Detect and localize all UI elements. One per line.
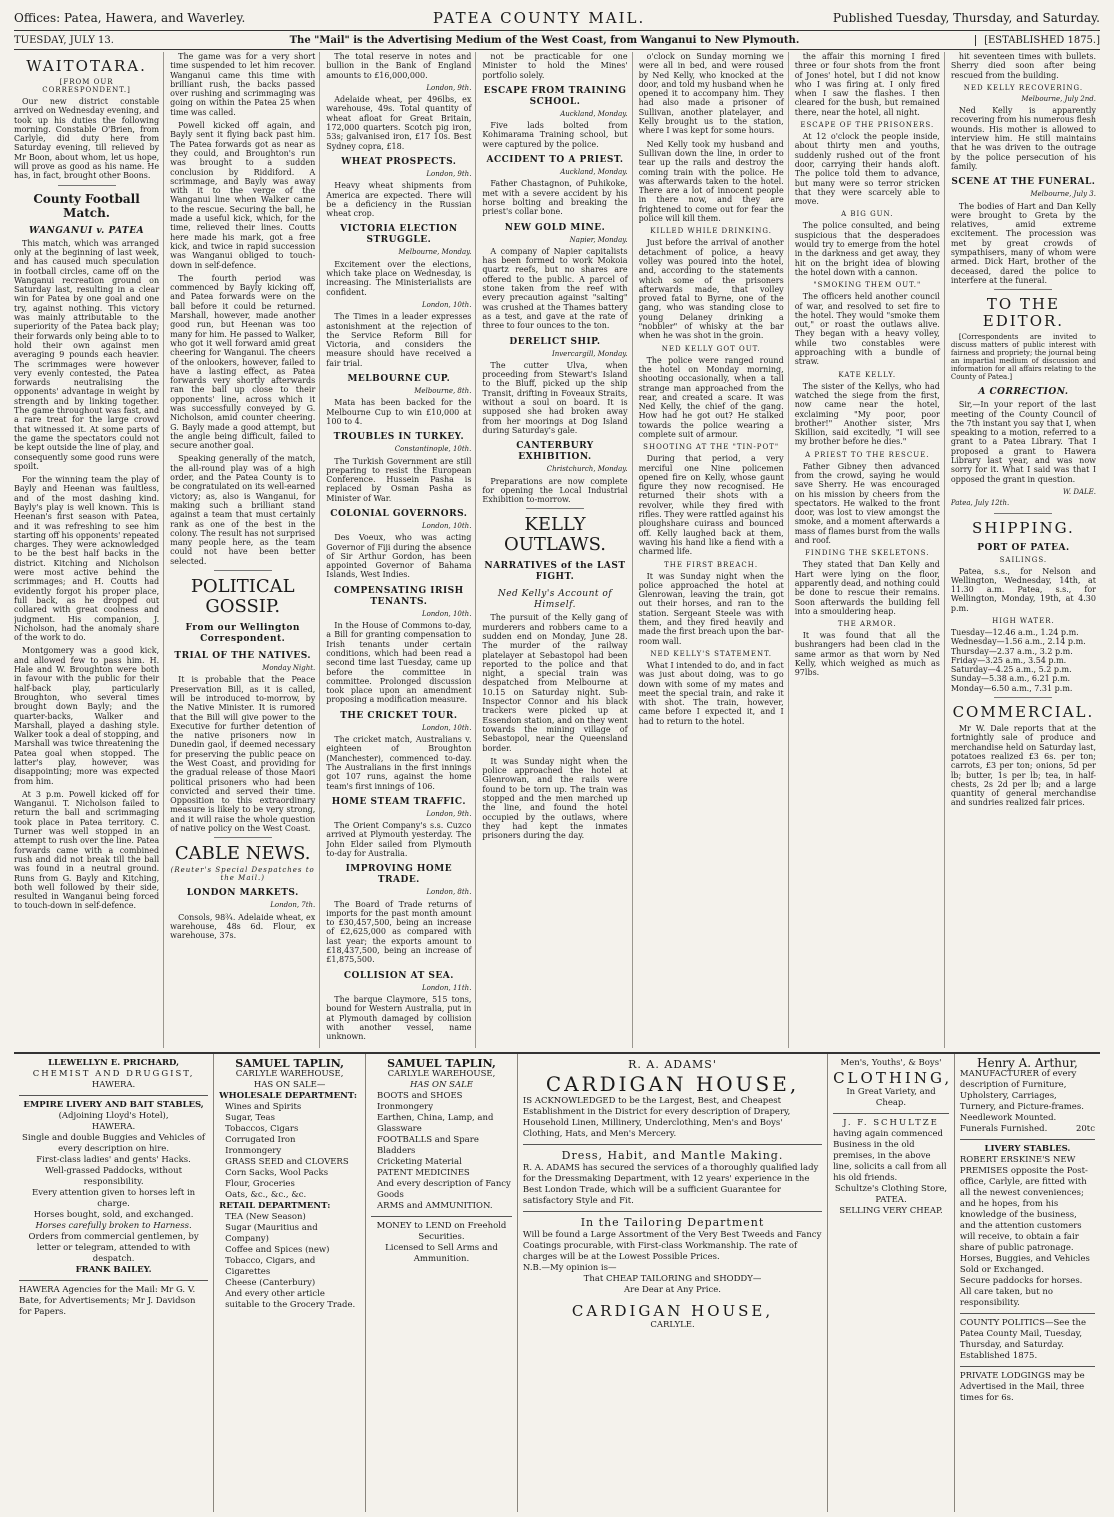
divider — [58, 185, 116, 186]
list-item: Corrugated Iron — [225, 1135, 296, 1145]
article-paragraph: the affair this morning I fired three or four shots from the front of Jones' hotel, but I did not know who I was firing at. I only fired when I saw the flashes. I then cleared for the bush, but remained there, near the hotel, all night. — [794, 52, 940, 117]
list-item: Coffee and Spices (new) — [225, 1245, 330, 1255]
editor-note: [Correspondents are invited to discuss matters of public interest with fairness and propriety; the journal being an impartial medium of discussion and information for all affairs relating to the County of Patea.] — [950, 333, 1096, 382]
dateline: London, 8th. — [426, 888, 472, 897]
section-caption: A PRIEST TO THE RESCUE. — [805, 450, 930, 459]
article-paragraph: The officers held another council of war, and resolved to set fire to the hotel. They would "smoke them out," or roast the outlaws alive. They began with a heavy volley, while two constables were approaching with a bundle of straw. — [794, 292, 940, 367]
section-caption: SAILINGS. — [999, 555, 1048, 564]
dear-line: Are Dear at Any Price. — [624, 1285, 721, 1295]
schultze-town: PATEA. — [875, 1195, 907, 1205]
dateline: Melbourne, July 3. — [1030, 190, 1096, 199]
arthur-text: MANUFACTURER of every description of Furniture, Upholstery, Carriages, Turnery, and Picture-frames. Needlework Mounted. — [959, 1069, 1084, 1123]
article-paragraph: o'clock on Sunday morning we were all in bed, and were roused by Ned Kelly, who knocked at the door, and told my husband when he opened it to accompany him. They had also made a prisoner of Sullivan, another platelayer, and Kelly brought us to the station, where I was kept for some hours. — [638, 52, 784, 136]
divider — [19, 1095, 208, 1096]
news-heading: DERELICT SHIP. — [509, 336, 601, 347]
agency-notice: HAWERA Agencies for the Mail: Mr G. V. Bate, for Advertisements; Mr J. Davidson for Papers. — [19, 1285, 196, 1317]
article-paragraph: At 12 o'clock the people inside, about thirty men and youths, suddenly rushed out of the front door, carrying their hands aloft. The police told them to advance, but many were so terror stricken that they were scarcely able to move. — [794, 132, 940, 207]
arthur-funerals: Funerals Furnished. — [959, 1124, 1048, 1134]
article-paragraph: The cutter Ulva, when proceeding from Stewart's Island to the Bluff, picked up the ship Transit, drifting in Foveaux Straits, without a soul on board. It is supposed she had broken away from her moorings at Dog Island during Saturday's gale. — [482, 360, 628, 435]
arthur-code: 20tc — [1075, 1124, 1095, 1134]
livery-line: Horses bought, sold, and exchanged. — [33, 1210, 194, 1220]
article-paragraph: Preparations are now complete for opening the Local Industrial Exhibition to-morrow. — [482, 476, 628, 505]
section-caption: SHOOTING AT THE "TIN-POT" — [643, 443, 780, 452]
section-caption: KILLED WHILE DRINKING. — [650, 227, 772, 236]
list-item: BOOTS and SHOES — [377, 1091, 463, 1101]
news-heading: TROUBLES IN TURKEY. — [333, 432, 465, 443]
schultze-name: J. F. SCHULTZE — [843, 1118, 939, 1128]
article-paragraph: The police consulted, and being suspicious that the desperadoes would try to emerge from the hotel in the darkness and get away, they hit on the bright idea of blowing the hotel down with a cannon. — [794, 221, 940, 277]
masthead: PATEA COUNTY MAIL. — [432, 9, 646, 27]
taplin-name: SAMUEL TAPLIN, — [235, 1057, 344, 1070]
tide-row: Sunday—5.38 a.m., 6.21 p.m. — [950, 674, 1071, 684]
lodgings-notice: PRIVATE LODGINGS may be Advertised in the Mail, three times for 6s. — [959, 1371, 1085, 1403]
top-line — [14, 8, 1100, 28]
divider — [960, 1313, 1095, 1314]
correspondent-caption: [FROM OUR CORRESPONDENT.] — [42, 78, 131, 94]
dateline: Invercargill, Monday. — [551, 349, 628, 358]
news-heading: CANTERBURY EXHIBITION. — [516, 441, 594, 463]
news-heading: COMPENSATING IRISH TENANTS. — [334, 585, 464, 607]
arthur-funerals-row — [960, 1124, 1095, 1135]
article-paragraph: Adelaide wheat, per 496lbs, ex warehouse, 49s. Total quantity of wheat afloat for Great Britain, 172,000 quarters. Scotch pig iron, 53s; galvanised iron, £17 10s. Best Sydney copra, £18. — [326, 95, 472, 151]
issue-date: TUESDAY, JULY 13. — [14, 34, 114, 46]
divider — [960, 1366, 1095, 1367]
kelly-account-heading: Ned Kelly's Account of Himself. — [497, 589, 613, 611]
correction-heading: A CORRECTION. — [978, 387, 1069, 398]
article-paragraph: Patea, s.s., for Nelson and Wellington, Wednesday, 14th, at 11.30 a.m. Patea, s.s., for Wellington, Monday, 19th, at 4.30 p.m. — [950, 566, 1096, 613]
list-item: ARMS and AMMUNITION. — [377, 1201, 493, 1211]
livery-line: Single and double Buggies and Vehicles of every description on hire. — [22, 1133, 206, 1154]
taplin-name: SAMUEL TAPLIN, — [387, 1057, 496, 1070]
article-paragraph: The Times in a leader expresses astonishment at the rejection of the Service Reform Bill for Victoria, and considers the measure should have received a fair trial. — [326, 312, 472, 368]
offices-line: Offices: Patea, Hawera, and Waverley. — [14, 11, 246, 25]
article-paragraph: The game was for a very short time suspended to let him recover. Wanganui came this time with brilliant rush, the backs passed over rushing and scrimmaging was going on within the Patea 25 when time was called. — [170, 52, 316, 117]
tailor-heading: In the Tailoring Department — [580, 1216, 765, 1229]
divider — [214, 837, 272, 838]
news-heading: VICTORIA ELECTION STRUGGLE. — [340, 224, 458, 246]
section-caption: THE FIRST BREACH. — [664, 560, 759, 569]
wholesale-dept: WHOLESALE DEPARTMENT: — [219, 1091, 357, 1101]
banner — [14, 30, 1100, 50]
column-1 — [14, 52, 164, 1048]
dateline: Melbourne, July 2nd. — [1021, 94, 1096, 103]
article-paragraph: During that period, a very merciful one Nine policemen opened fire on Kelly, whose gaunt figure they now recognised. He returned their shots with a revolver, while they fired with rifles. They were rattled against his ploughshare cuirass and bounced off. Kelly laughed back at them, waving his hand like a fiend with a charmed life. — [638, 454, 784, 557]
list-item: TEA (New Season) — [225, 1212, 306, 1222]
london-markets-heading: LONDON MARKETS. — [186, 888, 299, 899]
section-caption: "SMOKING THEM OUT." — [813, 281, 922, 290]
divider — [526, 508, 584, 509]
article-paragraph: Speaking generally of the match, the all-round play was of a high order, and the Patea County is to be congratulated on its well-earned victory; as, also is Wanganui, for making such a brilliant stand against a team that must certainly rank as one of the best in the colony. The result has not surprised many people here, as the team could not have been better selected. — [170, 454, 316, 566]
column-7 — [951, 52, 1100, 1048]
dateline: Christchurch, Monday. — [546, 465, 628, 474]
cable-news-heading: CABLE NEWS. — [174, 843, 311, 865]
dateline: Monday Night. — [262, 664, 316, 673]
article-paragraph: Heavy wheat shipments from America are expected. There will be a deficiency in the Russian wheat crop. — [326, 181, 472, 219]
advertisements — [14, 1052, 1100, 1512]
list-item: Wines and Spirits — [225, 1102, 302, 1112]
dateline: London, 9th. — [426, 809, 472, 818]
section-caption: NED KELLY RECOVERING. — [963, 83, 1084, 92]
goods-list — [371, 1091, 512, 1212]
kelly-sub-heading: NARRATIVES of the LAST FIGHT. — [484, 561, 626, 583]
schultze-head: Men's, Youths', & Boys' — [840, 1058, 942, 1068]
dateline: Melbourne, 8th. — [414, 387, 472, 396]
section-caption: NED KELLY'S STATEMENT. — [650, 649, 772, 658]
published-line: Published Tuesday, Thursday, and Saturday. — [832, 11, 1100, 25]
article-paragraph: Father Gibney then advanced from the crowd, saying he would save Sherry. He was encouraged on his mission by cheers from the spectators. He walked to the front door, was lost to view amongst the smoke, and a moment afterwards a mass of flames burst from the walls and roof. — [794, 461, 940, 546]
column-5 — [639, 52, 789, 1048]
article-paragraph: Excitement over the elections, which take place on Wednesday, is increasing. The Ministerialists are confident. — [326, 259, 472, 297]
to-the-editor-heading: TO THE EDITOR. — [982, 295, 1065, 331]
list-item: Oats, &c., &c., &c. — [225, 1190, 307, 1200]
divider — [523, 1144, 822, 1145]
letter-date: Patea, July 12th. — [950, 499, 1010, 508]
news-heading: COLONIAL GOVERNORS. — [330, 508, 468, 519]
football-heading: County Football Match. — [33, 191, 140, 220]
article-paragraph: The bodies of Hart and Dan Kelly were brought to Greta by the relatives, amid extreme excitement. The procession was met by great crowds of sympathisers, many of whom were armed. Dick Hart, brother of the deceased, dared the police to interfere at the funeral. — [950, 201, 1096, 285]
dateline: Auckland, Monday. — [560, 109, 628, 118]
dateline: Napier, Monday. — [569, 235, 628, 244]
column-4 — [482, 52, 632, 1048]
cable-news-sub: (Reuter's Special Despatches to the Mail.) — [170, 866, 315, 883]
divider — [833, 1113, 949, 1114]
ad-taplin-retail — [366, 1054, 518, 1512]
dateline: London, 10th. — [421, 521, 472, 530]
news-heading: ACCIDENT TO A PRIEST. — [486, 155, 624, 166]
article-paragraph: Montgomery was a good kick, and allowed few to pass him. H. Hale and W. Broughton were both in favour with the public for their half-back play, particularly Broughton, who several times brought down Bayly; and the quarter-backs, Walker and Marshall, played a dashing style. Walker took a deal of stopping, and Marshall was twice threatening the Patea goal when stopped. The latter's play, however, was disappointing; more was expected from him. — [14, 646, 160, 786]
tide-row: Thursday—2.37 a.m., 3.2 p.m. — [950, 646, 1073, 656]
divider — [371, 1216, 512, 1217]
livery-line: Well-grassed Paddocks, without responsibility. — [45, 1166, 182, 1187]
adams-intro: IS ACKNOWLEDGED to be the Largest, Best, and Cheapest Establishment in the District for every description of Drapery, Household Linen, Millinery, Underclothing, Men's and Boys' Clothing, Hats, and Men's Mercery. — [522, 1096, 791, 1139]
list-item: GRASS SEED and CLOVERS — [225, 1157, 349, 1167]
taplin-sale: HAS ON SALE— — [253, 1080, 326, 1090]
money-to-lend: MONEY to LEND on Freehold Securities. — [376, 1221, 507, 1242]
article-paragraph: Powell kicked off again, and Bayly sent it flying back past him. The Patea forwards got as near as they could, and Broughton's run was brought to a sudden conclusion by Riddiford. A scrimmage, and Bayly was away with it to the verge of the Wanganui line when Walker came to the rescue. Securing the ball, he made a useful kick, which, for the time, relieved their lines. Coutts here made his mark, got a free kick, and twice in rapid succession was Wanganui obliged to touch-down in self-defence. — [170, 121, 316, 270]
article-paragraph: They stated that Dan Kelly and Hart were lying on the floor, apparently dead, and nothing could be done to rescue their remains. Soon afterwards the building fell into a smouldering heap. — [794, 560, 940, 616]
retail-list — [219, 1212, 360, 1311]
divider — [214, 570, 272, 571]
article-paragraph: This match, which was arranged only at the beginning of last week, and has caused much speculation in football circles, came off on the Wanganui recreation ground on Saturday last, resulting in a clear win for Patea by one goal and one try, against nothing. This victory was mainly attributable to the superiority of the Patea back play; their forwards only being able to to hold their own against men averaging 9 pounds each heavier. The scrimmages were however very evenly contested, the Patea forwards neutralising the opponents' advantage in weight by strength and by linking together. The game throughout was fast, and a rare treat for the large crowd that witnessed it. At some parts of the game the spectators could not be kept outside the line of play, and consequently some good runs were spoilt. — [14, 238, 160, 471]
schultze-clothing: CLOTHING, — [833, 1069, 953, 1087]
dateline: London, 10th. — [421, 300, 472, 309]
tide-row: Wednesday—1.56 a.m., 2.14 p.m. — [950, 637, 1086, 647]
list-item: Flour, Groceries — [225, 1179, 295, 1189]
shipping-heading: SHIPPING. — [972, 518, 1075, 537]
dateline: London, 11th. — [421, 983, 472, 992]
livery-line: Every attention given to horses left in charge. — [31, 1188, 196, 1209]
dateline: London, 9th. — [426, 83, 472, 92]
funeral-heading: SCENE AT THE FUNERAL. — [951, 177, 1096, 188]
dress-text: R. A. ADAMS has secured the services of a thoroughly qualified lady for the Dressmaking Department, with 12 years' experience in the Best London Trade, which will be a sufficient Guarantee for satisfactory Style and Fit. — [522, 1163, 819, 1206]
section-caption: HIGH WATER. — [992, 616, 1055, 625]
divider — [960, 1139, 1095, 1140]
list-item: FOOTBALLS and Spare Bladders — [377, 1135, 479, 1156]
licensed-notice: Licensed to Sell Arms and Ammunition. — [385, 1243, 498, 1264]
schultze-selling: SELLING VERY CHEAP. — [839, 1206, 943, 1216]
tide-row: Saturday—4.25 a.m., 5.2 p.m. — [950, 665, 1072, 675]
divider — [19, 1280, 208, 1281]
erskine-horses: Horses, Buggies, and Vehicles Sold or Exchanged. — [959, 1254, 1090, 1275]
chemist-town: HAWERA. — [91, 1080, 136, 1090]
article-paragraph: For the winning team the play of Bayly and Heenan was faultless, and of the most dashing kind. Bayly's play is well known. This is Heenan's first season with Patea, and it was refreshing to see him starting off his opponents' repeated charges. They were acknowledged to be the best half backs in the district. Kitching and Nicholson were most active behind the scrimmages; and H. Coutts had evidently forgot his proper place, full back, as he dropped out collared with great coolness and judgment. His companion, J. Nicholson, had the anomaly share of the work to do. — [14, 475, 160, 643]
list-item: Ironmongery — [377, 1102, 434, 1112]
schultze-variety: In Great Variety, and Cheap. — [846, 1087, 936, 1108]
kelly-outlaws-heading: KELLY OUTLAWS. — [503, 514, 607, 556]
list-item: Tobacco, Cigars, and Cigarettes — [225, 1256, 316, 1277]
list-item: And every description of Fancy Goods — [377, 1179, 511, 1200]
commercial-heading: COMMERCIAL. — [952, 703, 1095, 722]
list-item: Sugar (Mauritius and Company) — [225, 1223, 318, 1244]
livery-stables-heading: LIVERY STABLES. — [984, 1144, 1071, 1154]
chemist-trade: CHEMIST AND DRUGGIST, — [32, 1069, 195, 1079]
cardigan-footer: CARDIGAN HOUSE, — [571, 1302, 774, 1320]
schultze-text: having again commenced Business in the old premises, in the above line, solicits a call from all his old friends. — [833, 1129, 947, 1183]
cheap-line: That CHEAP TAILORING and SHODDY— — [583, 1274, 762, 1284]
section-caption: A BIG GUN. — [841, 210, 894, 219]
waitotara-heading: WAITOTARA. — [26, 57, 147, 75]
article-paragraph: Our new district constable arrived on Wednesday evening, and took up his duties the following morning. Constable O'Brien, from Carlyle, did duty here from Saturday evening, till relieved by Mr Boon, about whom, let us hope, will prove as good as his name. He has, in fact, brought other Boons. — [14, 97, 160, 181]
retail-dept: RETAIL DEPARTMENT: — [219, 1201, 331, 1211]
article-paragraph: The cricket match, Australians v. eighteen of Broughton (Manchester), commenced to-day. The Australians in the first innings got 107 runs, against the home team's first innings of 106. — [326, 735, 472, 791]
nb-line: N.B.—My opinion is— — [522, 1263, 617, 1273]
political-gossip-sub: From our Wellington Correspondent. — [185, 623, 300, 645]
news-heading: HOME STEAM TRAFFIC. — [331, 796, 466, 807]
article-paragraph: It was found that all the bushrangers had been clad in the same armor as that worn by Ned Kelly, which weighed as much as 97lbs. — [794, 631, 940, 678]
trial-heading: TRIAL OF THE NATIVES. — [174, 651, 312, 662]
ad-prichard-livery — [14, 1054, 214, 1512]
article-paragraph: hit seventeen times with bullets. Sherry died soon after being rescued from the building. — [950, 52, 1096, 80]
news-heading: WHEAT PROSPECTS. — [341, 156, 457, 167]
article-paragraph: Mr W. Dale reports that at the fortnightly sale of produce and merchandise held on Saturday last, potatoes realized £3 6s. per ton; carrots, £3 per ton; onions, 5d per lb; butter, 1s per lb; tea, in half-chests, 2s 2d per lb; and a large quantity of general merchandise and sundries realized fair prices. — [950, 724, 1096, 808]
column-3 — [326, 52, 476, 1048]
chemist-name: LLEWELLYN E. PRICHARD, — [48, 1058, 180, 1068]
dateline: London, 7th. — [270, 901, 316, 910]
list-item: Tobaccos, Cigars — [225, 1124, 299, 1134]
erskine-paddocks: Secure paddocks for horses. All care taken, but no responsibility. — [959, 1276, 1083, 1308]
list-item: Sugar, Teas — [225, 1113, 275, 1123]
article-paragraph: It is probable that the Peace Preservation Bill, as it is called, will be introduced to-morrow, by the Native Minister. It is rumored that the Bill will give power to the Executive for further detention of the native prisoners now in Dunedin gaol, if deemed necessary for preserving the public peace on the West Coast, and providing for the gradual release of those Maori political prisoners who had been convicted and served their time. Opposition to this extraordinary measure is likely to be very strong, and it will raise the whole question of native policy on the West Coast. — [170, 675, 316, 834]
news-heading: MELBOURNE CUP. — [347, 374, 451, 385]
divider — [994, 697, 1052, 698]
article-paragraph: In the House of Commons to-day, a Bill for granting compensation to Irish tenants under certain conditions, which had been read a second time last Tuesday, came up before the committee in committee. Prolonged discussion took place upon an amendment proposing a modification measure. — [326, 621, 472, 705]
section-caption: THE ARMOR. — [837, 620, 897, 629]
tide-row: Monday—6.50 a.m., 7.31 p.m. — [950, 683, 1073, 693]
livery-orders: Orders from commercial gentlemen, by letter or telegram, attended to with despatch. — [28, 1232, 199, 1264]
county-politics-notice: COUNTY POLITICS—See the Patea County Mail, Tuesday, Thursday, and Saturday. Established 1875. — [959, 1318, 1086, 1361]
article-paragraph: Sir,—In your report of the last meeting of the County Council of the 7th instant you say that I, when speaking to a motion, referred to a grant to a Patea Library. That I proposed a grant to Hawera Library last year, and was now sorry for it. What I said was that I opposed the grant in question. — [950, 400, 1096, 484]
article-paragraph: Just before the arrival of another detachment of police, a heavy volley was poured into the hotel, and, according to the statements which some of the prisoners afterwards made, that volley proved fatal to Byrne, one of the gang, who was standing close to young Delaney drinking a "nobbler" of whisky at the bar when he was shot in the groin. — [638, 238, 784, 341]
article-paragraph: The fourth period was commenced by Bayly kicking off, and Patea forwards were on the ball before it could be returned. Marshall, however, made another good run, but Heenan was too many for him. He passed to Walker, who got it well forward amid great cheering for Wanganui. The cheers of the onlookers, however, failed to have a lasting effect, as Patea forwards very shortly afterwards ran the ball up close to their opponents' line, across which it was successfully conveyed by G. Nicholson, amid counter cheering. G. Bayly made a good attempt, but the angle being difficult, failed to secure another goal. — [170, 273, 316, 451]
football-subheading: WANGANUI v. PATEA — [29, 225, 145, 236]
article-paragraph: The Orient Company's s.s. Cuzco arrived at Plymouth yesterday. The John Elder sailed from Plymouth to-day for Australia. — [326, 821, 472, 858]
article-paragraph: The police were ranged round the hotel on Monday morning, shooting occasionally, when a tall strange man approached from the rear, and created a scare. It was Ned Kelly, the chief of the gang. How had he got out? He stalked towards the police wearing a complete suit of armour. — [638, 355, 784, 439]
cardigan-title: CARDIGAN HOUSE, — [545, 1072, 800, 1096]
wholesale-list — [219, 1102, 360, 1201]
article-paragraph: It was Sunday night when the police approached the hotel at Glenrowan, leaving the train, got out their horses, and ran to the station. Sergeant Steele was with them, and they fired heavily and made the first breach upon the bar-room wall. — [638, 571, 784, 646]
tailor-text: Will be found a Large Assortment of the Very Best Tweeds and Fancy Coatings procurable, with First-class Workmanship. The rate of charges will be at the Lowest Possible Prices. — [522, 1230, 822, 1262]
article-paragraph: Father Chastagnon, of Puhikoke, met with a severe accident by his horse bolting and breaking the priest's collar bone. — [482, 179, 628, 217]
section-caption: FINDING THE SKELETONS. — [805, 549, 930, 558]
article-paragraph: At 3 p.m. Powell kicked off for Wanganui. T. Nicholson failed to return the ball and scrimmaging took place in Patea territory. C. Turner was well stopped in an attempt to rush over the line. Patea forwards came with a combined rush and did not break till the ball was found in a neutral ground. Runs from G. Bayly and Kitching, both well followed by their side, resulted in Wanganui being forced to touch-down in self-defence. — [14, 789, 160, 911]
tide-row: Tuesday—12.46 a.m., 1.24 p.m. — [950, 627, 1079, 637]
livery-town: HAWERA. — [91, 1122, 136, 1132]
ad-cardigan-house — [518, 1054, 828, 1512]
political-gossip-heading: POLITICAL GOSSIP. — [190, 576, 295, 618]
column-2 — [170, 52, 320, 1048]
section-caption: NED KELLY GOT OUT. — [661, 344, 761, 353]
list-item: Cricketing Material — [377, 1157, 462, 1167]
dateline: Constantinople, 10th. — [394, 445, 472, 454]
letter-signature: W. DALE. — [1062, 487, 1096, 496]
taplin-sale: HAS ON SALE — [409, 1080, 473, 1090]
dateline: Melbourne, Monday. — [398, 248, 472, 257]
dress-heading: Dress, Habit, and Mantle Making. — [561, 1149, 784, 1162]
column-6 — [795, 52, 945, 1048]
article-paragraph: A company of Napier capitalists has been formed to work Mokoia quartz reefs, but no shares are offered to the public. A parcel of stone taken from the reef with every precaution against "salting" was crushed at the Thames battery as a test, and gave at the rate of three to four ounces to the ton. — [482, 246, 628, 331]
article-paragraph: It was Sunday night when the police approached the hotel at Glenrowan, and the rails were found to be torn up. The train was stopped and the men marched up the line, and found the hotel occupied by the outlaws, where they had kept the inmates prisoners during the day. — [482, 756, 628, 841]
article-paragraph: Five lads bolted from Kohimarama Training school, but were captured by the police. — [482, 121, 628, 149]
arthur-name: Henry A. Arthur, — [977, 1056, 1078, 1070]
divider — [994, 289, 1052, 290]
taplin-store: CARLYLE WAREHOUSE, — [387, 1069, 496, 1079]
article-paragraph: Consols, 98¾. Adelaide wheat, ex warehouse, 48s 6d. Flour, ex warehouse, 37s. — [170, 912, 316, 941]
article-paragraph: What I intended to do, and in fact was just about doing, was to go down with some of my mates and meet the special train, and rake it with shot. The train, however, came before I expected it, and I had to return to the hotel. — [638, 660, 784, 726]
tide-table — [951, 628, 1096, 693]
news-heading: COLLISION AT SEA. — [343, 970, 454, 981]
list-item: PATENT MEDICINES — [377, 1168, 470, 1178]
established: [ESTABLISHED 1875.] — [975, 35, 1100, 46]
list-item: Earthen, China, Lamp, and Glassware — [377, 1113, 494, 1134]
dateline: London, 9th. — [426, 169, 472, 178]
article-paragraph: The total reserve in notes and bullion in the Bank of England amounts to £16,000,000. — [326, 52, 472, 80]
taplin-store: CARLYLE WAREHOUSE, — [235, 1069, 344, 1079]
dateline: London, 10th. — [421, 609, 472, 618]
article-paragraph: The Board of Trade returns of imports for the past month amount to £30,457,500, being an increase of £2,625,000 as compared with last year; the exports amount to £18,437,500, being an increase of £1,875,500. — [326, 899, 472, 965]
article-paragraph: Mata has been backed for the Melbourne Cup to win £10,000 at 100 to 4. — [326, 398, 472, 426]
article-paragraph: The sister of the Kellys, who had watched the siege from the first, now came near the hotel, exclaiming "My poor, poor brother!" Another sister, Mrs Skillion, said excitedly, "I will see my brother before he dies." — [794, 381, 940, 447]
list-item: And every other article suitable to the Grocery Trade. — [225, 1289, 356, 1310]
list-item: Cheese (Canterbury) — [225, 1278, 316, 1288]
livery-sub: (Adjoining Lloyd's Hotel), — [58, 1111, 169, 1121]
article-paragraph: Ned Kelly took my husband and Sullivan down the line, in order to tear up the rails and destroy the coming train with the police. He was afterwards taken to the hotel. There are a lot of innocent people in there now, and they are frightened to come out for fear the police will kill them. — [638, 139, 784, 224]
port-heading: PORT OF PATEA. — [977, 542, 1070, 553]
article-paragraph: The barque Claymore, 515 tons, bound for Western Australia, put in at Plymouth damaged by collision with another vessel, name unknown. — [326, 994, 472, 1042]
list-item: Ironmongery — [225, 1146, 282, 1156]
news-heading: NEW GOLD MINE. — [504, 222, 606, 233]
section-caption: ESCAPE OF THE PRISONERS. — [800, 121, 935, 130]
livery-italic: Horses carefully broken to Harness. — [35, 1221, 192, 1231]
adams-name: R. A. ADAMS' — [628, 1058, 717, 1071]
erskine-text: ROBERT ERSKINE'S NEW PREMISES opposite the Post-office, Carlyle, are fitted with all the newest conveniences; and he hopes, from his knowledge of the business, and the attention customers will receive, to obtain a fair share of public patronage. — [959, 1155, 1088, 1253]
cardigan-town: CARLYLE. — [650, 1320, 695, 1330]
news-heading: ESCAPE FROM TRAINING SCHOOL. — [483, 85, 627, 107]
livery-line: First-class ladies' and gents' Hacks. — [36, 1155, 191, 1165]
ad-arthur-erskine — [955, 1054, 1100, 1512]
tide-row: Friday—3.25 a.m., 3.54 p.m. — [950, 655, 1067, 665]
slogan: The "Mail" is the Advertising Medium of the West Coast, from Wanganui to New Plymouth. — [289, 34, 800, 46]
schultze-store: Schultze's Clothing Store, — [834, 1184, 948, 1194]
ad-schultze — [828, 1054, 955, 1512]
article-paragraph: The Turkish Government are still preparing to resist the European Conference. Hussein Pasha is replaced by Osman Pasha as Minister of War. — [326, 456, 472, 503]
livery-signature: FRANK BAILEY. — [75, 1265, 152, 1275]
dateline: Auckland, Monday. — [560, 168, 628, 177]
dateline: London, 10th. — [421, 723, 472, 732]
news-heading: IMPROVING HOME TRADE. — [345, 864, 453, 886]
divider — [523, 1211, 822, 1212]
news-columns — [14, 52, 1100, 1048]
article-paragraph: Des Voeux, who was acting Governor of Fiji during the absence of Sir Arthur Gordon, has been appointed Governor of Bahama Islands, West Indies. — [326, 533, 472, 580]
article-paragraph: Ned Kelly is apparently recovering from his numerous flesh wounds. His mother is allowed to interview him. He still maintains that he was driven to the outrage by the police persecution of his family. — [950, 106, 1096, 171]
section-caption: KATE KELLY. — [838, 370, 897, 379]
ad-taplin-wholesale — [214, 1054, 366, 1512]
livery-title: EMPIRE LIVERY AND BAIT STABLES, — [23, 1100, 204, 1110]
divider — [994, 513, 1052, 514]
news-heading: THE CRICKET TOUR. — [340, 710, 458, 721]
article-paragraph: not be practicable for one Minister to hold the Mines' portfolio solely. — [482, 52, 628, 80]
article-paragraph: The pursuit of the Kelly gang of murderers and robbers came to a sudden end on Monday, June 28. The murder of the railway platelayer at Sebastopol had been reported to the police and that night, a special train was despatched from Melbourne at 10.15 on Saturday night. Sub-Inspector Connor and his black trackers were picked up at Essendon station, and on they went towards the mining village of Sebastopol, near the Queensland border. — [482, 613, 628, 753]
list-item: Corn Sacks, Wool Packs — [225, 1168, 329, 1178]
